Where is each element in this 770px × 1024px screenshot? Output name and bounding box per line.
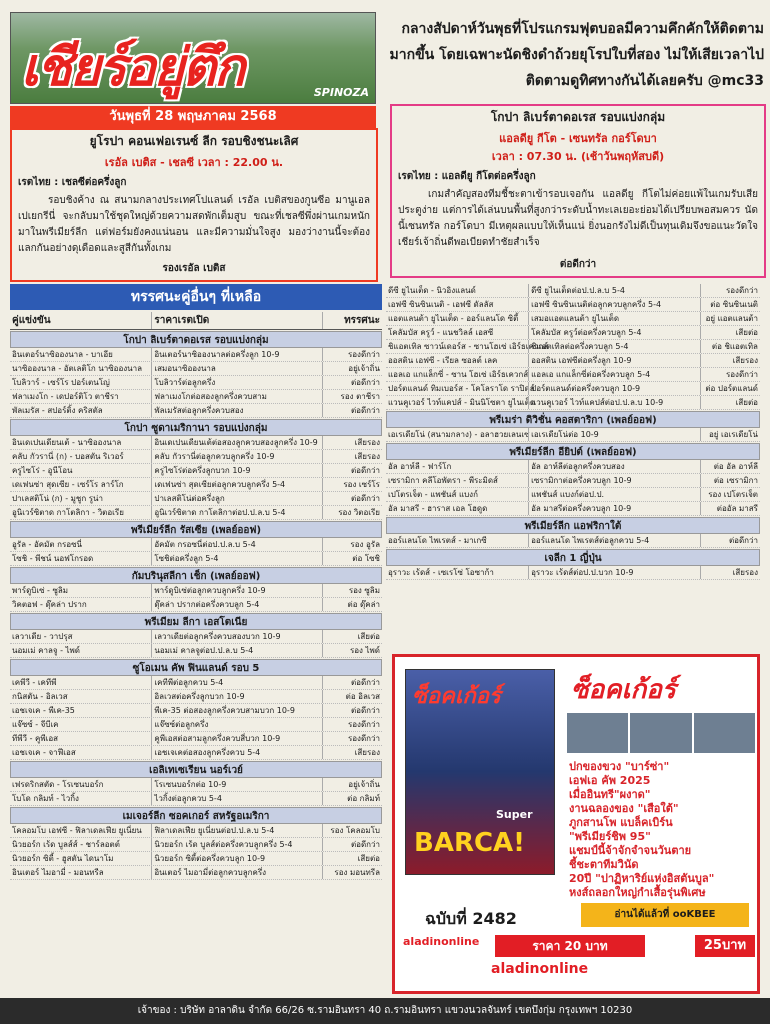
row-price: เลวาเดียต่อลูกครึ่งควบสองบวก 10-9 bbox=[151, 630, 322, 643]
side-match-body: เกมสำคัญสองทีมชี้ชะตาเข้ารอบเจอกัน แอลดียู กีโตไม่ค่อยแพ้ในเกมรับเสียประตูง่าย แต่การได้เล่นบนพื้นที่สูงกว่าระดับน้ำทะเลเยอะย่อมได้เปรียบพอสมควร นัดนี้เซนทรัล กอร์โดบา มีเหตุผลแบบให้เห็นแน่ ยิ่งนอกรังไม่ดีเป็นทุนเดิมจึงขอแนะวัดใจเชียร์เจ้าถิ่นดีพอเบียดทำชัยสำเร็จ bbox=[398, 189, 758, 248]
row-view: ต่ออัล มาสรี bbox=[700, 502, 760, 515]
row-price: เอชเจเคต่อสองลูกครึ่งควบ 5-4 bbox=[151, 746, 322, 759]
row-price: เดเฟนซ่า สุดเซียต่อลูกควบลูกครึ่ง 5-4 bbox=[151, 478, 322, 491]
row-match: อัล อาห์ลี - ฟาร์โก bbox=[388, 462, 452, 471]
footer-address: เจ้าของ : บริษัท อาลาดิน จำกัด 66/26 ซ.รามอินทรา 40 ถ.รามอินทรา แขวงนวลจันทร์ เขตบึงกุ่ม กรุงเทพฯ 10230 bbox=[0, 998, 770, 1024]
row-view: อยู่ แอตแลนต้า bbox=[700, 312, 760, 325]
row-view: รอง โคลอมโบ bbox=[322, 824, 382, 837]
odds-column-left bbox=[10, 284, 382, 880]
ad-photo-strip bbox=[567, 713, 755, 753]
row-view: อยู่เจ้าถิ่น bbox=[322, 362, 382, 375]
section-header: พรีเมียร์ลีก แอฟริกาใต้ bbox=[386, 517, 760, 534]
row-match: นิวยอร์ก ซิตี้ - ฮูสตัน ไดนาโม bbox=[12, 854, 114, 863]
row-view: อยู่ เอเรเดียโน่ bbox=[700, 428, 760, 441]
row-match: เอชเจเค - จาฟีเอส bbox=[12, 748, 76, 757]
row-match: ฟลาเมงโก - เดปอร์ติโว ตาชีรา bbox=[12, 392, 119, 401]
ad-photo bbox=[630, 713, 691, 753]
row-view: ต่อดีกว่า bbox=[322, 704, 382, 717]
ad-headline: ภูกสานโพ แบล็คเบิร์น bbox=[569, 816, 673, 829]
side-match-time: เวลา : 07.30 น. (เช้าวันพฤหัสบดี) bbox=[491, 150, 665, 163]
ad-brand: ซ็อคเก้อร์ bbox=[571, 675, 676, 705]
table-row bbox=[10, 538, 382, 552]
row-match: โซชิ - พีชน์ นอฟโกรอด bbox=[12, 554, 94, 563]
price-badge: ราคา 20 บาท bbox=[495, 935, 645, 957]
row-price: นิวยอร์ก ซิตี้ต่อครึ่งควบลูก 10-9 bbox=[151, 852, 322, 865]
row-match: พาร์ดูบิเซ่ - ซูลิม bbox=[12, 586, 69, 595]
table-row bbox=[386, 502, 760, 516]
row-view: เสียรอง bbox=[322, 450, 382, 463]
row-match: เฟรดริกสตัด - โรเซนบอร์ก bbox=[12, 780, 104, 789]
table-header: ทรรศนะคู่อื่นๆ ที่เหลือ bbox=[10, 284, 382, 310]
side-match-price: เรตไทย : แอลดียู กีโตต่อครึ่งลูก bbox=[398, 171, 536, 182]
row-view: ต่อ อัล อาห์ลี bbox=[700, 460, 760, 473]
table-row bbox=[386, 382, 760, 396]
promo-price-badge: 25บาท bbox=[695, 935, 755, 957]
row-price: โซชิต่อครึ่งลูก 5-4 bbox=[151, 552, 322, 565]
row-view: รอง มอนทรีล bbox=[322, 866, 382, 879]
row-view: ต่อดีกว่า bbox=[322, 838, 382, 851]
row-view: รอง ซูลิม bbox=[322, 584, 382, 597]
row-match: พัลเมรัส - สปอร์ติ้ง คริสตัล bbox=[12, 406, 103, 415]
row-view: รองดีกว่า bbox=[322, 718, 382, 731]
main-match-body: รอบชิงค้าง ณ สนามกลางประเทศโปแลนด์ เรอัล เบติสของกูนซีอ มานูเอล เปเยกรีนี่ จะกลับมาใช้ชุดใหญ่ด้วยความสดพักเต็มสูบ ขณะที่เชลซีพึ่งผ่านเกมหนักมาในพรีเมียร์ลีก แต่ฟอร์มยังคงแน่นอน และมีความมั่นใจสูง มองว่างานนี้จะต้องแลกกันอย่างดุเดือดและสูสีกันทั้งเกม bbox=[18, 195, 370, 254]
row-price: อัล มาสรีต่อครึ่งควบลูก 10-9 bbox=[528, 502, 700, 515]
section-header: พรีเมียร์ลีก รัสเซีย (เพลย์ออฟ) bbox=[10, 521, 382, 538]
col-price-header: ราคาเรตเปิด bbox=[151, 312, 322, 329]
row-match: ครูไซโร่ - อูนีโอน bbox=[12, 466, 73, 475]
table-column-headers bbox=[10, 312, 382, 330]
table-row bbox=[10, 852, 382, 866]
table-row bbox=[10, 584, 382, 598]
row-view: เสียรอง bbox=[700, 354, 760, 367]
table-row bbox=[386, 534, 760, 548]
magazine-ad bbox=[392, 654, 760, 994]
row-view: รอง วิตอเรีย bbox=[322, 506, 382, 519]
row-view: ต่อดีกว่า bbox=[700, 534, 760, 547]
row-view: รอง อูรัล bbox=[322, 538, 382, 551]
ad-headline: "พรีเมียร์ชิพ 95" bbox=[569, 830, 651, 843]
row-price: ฟิลาเดลเฟีย ยูเนี่ยนต่อป.ป.ล.บ 5-4 bbox=[151, 824, 322, 837]
row-price: โคลัมบัส ครูว์ต่อครึ่งควบลูก 5-4 bbox=[528, 326, 700, 339]
row-price: ออสติน เอฟซีต่อครึ่งลูก 10-9 bbox=[528, 354, 700, 367]
row-match: ปาเลสติโน่ (ก) - มูชูก รูน่า bbox=[12, 494, 103, 503]
ad-headline: ปกของขวง "บาร์ซ่า" bbox=[569, 760, 670, 773]
row-price: เคทีพีต่อลูกควบ 5-4 bbox=[151, 676, 322, 689]
logo-title: เชียร์อยู่ตึก bbox=[21, 38, 244, 98]
row-price: ออร์แลนโด ไพเรตส์ต่อลูกควบ 5-4 bbox=[528, 534, 700, 547]
table-row bbox=[386, 326, 760, 340]
row-match: เคพีวี - เคทีพี bbox=[12, 678, 57, 687]
row-price: เอฟซี ซินซินเนติต่อลูกควบลูกครึ่ง 5-4 bbox=[528, 298, 700, 311]
row-match: เอชเจเค - พีเค-35 bbox=[12, 706, 75, 715]
col-match-header: คู่แข่งขัน bbox=[12, 315, 51, 326]
table-row bbox=[10, 376, 382, 390]
table-row bbox=[10, 704, 382, 718]
table-row bbox=[10, 552, 382, 566]
row-view: รอง ตาชีรา bbox=[322, 390, 382, 403]
table-row bbox=[10, 778, 382, 792]
row-match: อูนิเวร์ซิตาด กาโตลิกา - วิตอเรีย bbox=[12, 508, 124, 517]
main-match-title: ยูโรปา คอนเฟอเรนซ์ ลีก รอบชิงชนะเลิศ bbox=[89, 134, 299, 148]
main-match-pick: รองเรอัล เบติส bbox=[162, 263, 226, 274]
table-row bbox=[386, 396, 760, 410]
row-price: ไวกิ้งต่อลูกควบ 5-4 bbox=[151, 792, 322, 805]
row-view: ต่อ ชิแอตเทิล bbox=[700, 340, 760, 353]
row-price: นอมเม่ คาลจูต่อป.ป.ล.บ 5-4 bbox=[151, 644, 322, 657]
table-row bbox=[10, 732, 382, 746]
row-view: รอง เซร์โร bbox=[322, 478, 382, 491]
side-match-pick: ต่อดีกว่า bbox=[559, 259, 597, 270]
row-match: เปโตรเจ็ต - แพชันส์ แบงก์ bbox=[388, 490, 478, 499]
section-header: โกปา ซูดาเมริกานา รอบแบ่งกลุ่ม bbox=[10, 419, 382, 436]
table-row bbox=[10, 866, 382, 880]
table-row bbox=[386, 298, 760, 312]
logo-banner bbox=[10, 12, 376, 104]
table-row bbox=[10, 390, 382, 404]
ad-headline: เมื่ออินทรี"ผงาด" bbox=[569, 788, 651, 801]
row-match: ทีพีวี - คูพีเอส bbox=[12, 734, 59, 743]
row-price: พาร์ดูบิเซ่ต่อลูกควบลูกครึ่ง 10-9 bbox=[151, 584, 322, 597]
table-row bbox=[386, 474, 760, 488]
table-row bbox=[10, 630, 382, 644]
row-match: นิวยอร์ก เร้ด บูลส์ส์ - ชาร์ลอตต์ bbox=[12, 840, 120, 849]
row-view: ต่อ โซชิ bbox=[322, 552, 382, 565]
row-match: แอลเอ แกแล็กซี่ - ซาน โฮเซ่ เอิร์ธเควกส์ bbox=[388, 370, 529, 379]
row-price: นิวยอร์ก เร้ด บูลส์ต่อครึ่งควบลูกครึ่ง 5-4 bbox=[151, 838, 322, 851]
row-match: นอมเม่ คาลจู - ไพด์ bbox=[12, 646, 80, 655]
table-row bbox=[386, 460, 760, 474]
table-row bbox=[10, 690, 382, 704]
row-price: แวนคูเวอร์ ไวท์แคปส์ต่อป.ป.ล.บ 10-9 bbox=[528, 396, 700, 409]
row-match: อัล มาสรี - ฮาราส เอล โฮดูด bbox=[388, 504, 488, 513]
odds-right-body bbox=[386, 284, 760, 580]
row-match: นาซิอองนาล - อัตเลติโก นาซิอองนาล bbox=[12, 364, 143, 373]
row-match: อินเตอร์นาซิอองนาล - บาเอีย bbox=[12, 350, 113, 359]
row-price: อูนิเวร์ซิตาด กาโตลิกาต่อป.ป.ล.บ 5-4 bbox=[151, 506, 322, 519]
table-row bbox=[10, 824, 382, 838]
row-view: ต่อ ดุ๊คล่า bbox=[322, 598, 382, 611]
row-price: เซรามิกาต่อครึ่งควบลูก 10-9 bbox=[528, 474, 700, 487]
row-price: ปาเลสติโน่ต่อครึ่งลูก bbox=[151, 492, 322, 505]
row-price: คลับ กัวรานี่ต่อลูกควบลูกครึ่ง 10-9 bbox=[151, 450, 322, 463]
table-row bbox=[386, 354, 760, 368]
row-price: เสมอนาซิอองนาล bbox=[151, 362, 322, 375]
row-view: ต่อดีกว่า bbox=[322, 404, 382, 417]
row-price: อัล อาห์ลีต่อลูกครึ่งควบสอง bbox=[528, 460, 700, 473]
row-view: รอง เปโตรเจ็ต bbox=[700, 488, 760, 501]
row-price: ฟลาเมงโกต่อสองลูกครึ่งควบสาม bbox=[151, 390, 322, 403]
section-header: กัมบรินุสลีกา เช็ก (เพลย์ออฟ) bbox=[10, 567, 382, 584]
row-view: รองดีกว่า bbox=[322, 732, 382, 745]
cover-title: ซ็อคเก้อร์ bbox=[412, 684, 501, 709]
side-match-title: โกปา ลิเบร์ตาดอเรส รอบแบ่งกลุ่ม bbox=[490, 110, 666, 124]
row-view: อยู่เจ้าถิ่น bbox=[322, 778, 382, 791]
row-match: โคลอมโบ เอฟซี - ฟิลาเดลเฟีย ยูเนี่ยน bbox=[12, 826, 142, 835]
row-price: อิลเวสต่อครึ่งลูกบวก 10-9 bbox=[151, 690, 322, 703]
row-match: อินเตอร์ ไมอามี่ - มอนทรีล bbox=[12, 868, 104, 877]
row-price: แจ๊ซซ์ต่อลูกครึ่ง bbox=[151, 718, 322, 731]
table-row bbox=[386, 284, 760, 298]
row-view: เสียรอง bbox=[322, 746, 382, 759]
table-row bbox=[10, 404, 382, 418]
side-match-box bbox=[390, 104, 766, 278]
table-row bbox=[10, 450, 382, 464]
table-row bbox=[10, 838, 382, 852]
row-view: ต่อ ซินซินเนติ bbox=[700, 298, 760, 311]
section-header: เมเจอร์ลีก ซอคเกอร์ สหรัฐอเมริกา bbox=[10, 807, 382, 824]
main-match-box bbox=[10, 128, 378, 282]
intro-text: กลางสัปดาห์วันพุธที่โปรแกรมฟุตบอลมีความคึกคักให้ติดตามมากขึ้น โดยเฉพาะนัดชิงดำถ้วยยุโรปใบที่สอง ไม่ให้เสียเวลาไปติดตามดูทิศทางกันได้เลยครับ @mc33 bbox=[389, 21, 764, 89]
row-match: แวนคูเวอร์ ไวท์แคปส์ - มินนิโซตา ยูไนเต็ด bbox=[388, 398, 536, 407]
row-price: ครูไซโร่ต่อครึ่งลูกบวก 10-9 bbox=[151, 464, 322, 477]
ad-photo bbox=[567, 713, 628, 753]
row-view: เสียต่อ bbox=[700, 326, 760, 339]
row-view: ต่อ กลิมท์ bbox=[322, 792, 382, 805]
ad-headline: งานฉลองของ "เสือใต้" bbox=[569, 802, 679, 815]
row-match: แอตแลนต้า ยูไนเต็ด - ออร์แลนโด ซิตี้ bbox=[388, 314, 519, 323]
table-row bbox=[10, 718, 382, 732]
ad-headline: เอฟเอ คัพ 2025 bbox=[569, 774, 651, 787]
cover-super: Super bbox=[496, 808, 533, 821]
row-match: คลับ กัวรานี่ (ก) - บอสตัน ริเวอร์ bbox=[12, 452, 124, 461]
section-header: ซูโอเมน คัพ ฟินแลนด์ รอบ 5 bbox=[10, 659, 382, 676]
table-row bbox=[10, 492, 382, 506]
row-price: อินเตอร์นาซิอองนาลต่อครึ่งลูก 10-9 bbox=[151, 348, 322, 361]
row-view: เสียรอง bbox=[322, 436, 382, 449]
table-row bbox=[386, 566, 760, 580]
row-view: ต่อดีกว่า bbox=[322, 676, 382, 689]
row-match: อูรัล - อัคมัต กรอซนี่ bbox=[12, 540, 82, 549]
table-row bbox=[386, 368, 760, 382]
row-price: ชิแอตเทิลต่อครึ่งควบลูก 5-4 bbox=[528, 340, 700, 353]
issue-number: ฉบับที่ 2482 bbox=[425, 909, 517, 928]
odds-column-right bbox=[386, 284, 760, 580]
table-row bbox=[10, 506, 382, 520]
row-view: เสียต่อ bbox=[322, 852, 382, 865]
table-row bbox=[10, 464, 382, 478]
ad-headline: 20ปี "ปาฏิหาริย์แห่งอิสตันบูล" bbox=[569, 872, 715, 885]
row-price: ปอร์ตแลนด์ต่อครึ่งควบลูก 10-9 bbox=[528, 382, 700, 395]
table-row bbox=[10, 362, 382, 376]
row-match: อุราวะ เร้ดส์ - เซเรโซ่ โอซาก้า bbox=[388, 568, 494, 577]
row-price: อัคมัต กรอซนี่ต่อป.ป.ล.บ 5-4 bbox=[151, 538, 322, 551]
section-header: เจลีก 1 ญี่ปุ่น bbox=[386, 549, 760, 566]
side-match-teams: แอลดียู กีโต - เซนทรัล กอร์โดบา bbox=[499, 132, 657, 145]
table-row bbox=[10, 478, 382, 492]
row-match: เดเฟนซ่า สุดเซีย - เซร์โร ลาร์โก bbox=[12, 480, 124, 489]
row-view: ต่อดีกว่า bbox=[322, 464, 382, 477]
row-match: เอฟซี ซินซินเนติ - เอฟซี ดัลลัส bbox=[388, 300, 494, 309]
table-row bbox=[10, 746, 382, 760]
row-view: ต่อ ปอร์ตแลนด์ bbox=[700, 382, 760, 395]
table-row bbox=[386, 312, 760, 326]
row-match: ปอร์ตแลนด์ ทิมเบอร์ส - โคโลราโด ราปิดส์ bbox=[388, 384, 535, 393]
row-view: ต่อดีกว่า bbox=[322, 376, 382, 389]
section-header: พรีเมร่า ดิวิชั่น คอสตาริกา (เพลย์ออฟ) bbox=[386, 411, 760, 428]
row-view: ต่อ อิลเวส bbox=[322, 690, 382, 703]
odds-left-body bbox=[10, 331, 382, 880]
ad-headline: หงส์ถลอกใหญ่กำเสื้อรุ่นพิเศษ bbox=[569, 886, 706, 899]
aladin-website: aladinonline bbox=[491, 961, 589, 977]
row-price: พีเค-35 ต่อสองลูกครึ่งควบสามบวก 10-9 bbox=[151, 704, 322, 717]
row-match: ดีซี ยูไนเต็ด - นิวอิงแลนด์ bbox=[388, 286, 476, 295]
main-match-price: เรตไทย : เชลซีต่อครึ่งลูก bbox=[18, 177, 127, 188]
table-row bbox=[10, 644, 382, 658]
row-price: ดุ๊คล่า ปรากต่อครึ่งควบลูก 5-4 bbox=[151, 598, 322, 611]
section-header: โกปา ลิเบร์ตาดอเรส รอบแบ่งกลุ่ม bbox=[10, 331, 382, 348]
row-price: อุราวะ เร้ดส์ต่อป.ป.บวก 10-9 bbox=[528, 566, 700, 579]
table-row bbox=[386, 488, 760, 502]
row-price: คูพีเอสต่อสามลูกครึ่งควบสี่บวก 10-9 bbox=[151, 732, 322, 745]
row-price: อินเดเปนเดียนเต้ต่อสองลูกควบสองลูกครึ่ง 10-9 bbox=[151, 436, 322, 449]
table-row bbox=[10, 436, 382, 450]
col-view-header: ทรรศนะ bbox=[322, 312, 382, 329]
row-match: เอเรเดียโน่ (สนามกลาง) - อลาฮวยเลนเซ่ bbox=[388, 430, 530, 439]
section-header: พรีเมียร์ลีก อียิปต์ (เพลย์ออฟ) bbox=[386, 443, 760, 460]
aladin-logo: aladinonline bbox=[403, 935, 480, 948]
logo-signature: SPINOZA bbox=[313, 86, 369, 99]
date-bar: วันพุธที่ 28 พฤษภาคม 2568 bbox=[10, 106, 376, 128]
row-price: อินเตอร์ ไมอามี่ต่อลูกควบลูกครึ่ง bbox=[151, 866, 322, 879]
ebook-banner: อ่านได้แล้วที่ ooKBEE bbox=[581, 903, 749, 927]
row-price: ดีซี ยูไนเต็ดต่อป.ป.ล.บ 5-4 bbox=[528, 284, 700, 297]
row-match: ออสติน เอฟซี - เรียล ซอลต์ เลค bbox=[388, 356, 498, 365]
section-header: พรีเมียม ลีกา เอสโตเนีย bbox=[10, 613, 382, 630]
row-view: ต่อ เซรามิกา bbox=[700, 474, 760, 487]
row-view: รองดีกว่า bbox=[700, 284, 760, 297]
ad-photo bbox=[694, 713, 755, 753]
magazine-cover bbox=[405, 669, 555, 875]
table-row bbox=[10, 792, 382, 806]
row-match: โคลัมบัส ครูว์ - แนชวิลล์ เอสซี bbox=[388, 328, 494, 337]
row-view: รองดีกว่า bbox=[322, 348, 382, 361]
row-view: เสียรอง bbox=[700, 566, 760, 579]
table-row bbox=[10, 598, 382, 612]
ad-headline: แชมป์นี้จ้าจักจำจนวันตาย bbox=[569, 844, 692, 857]
table-row bbox=[10, 676, 382, 690]
row-match: โบลิวาร์ - เซร์โร ปอร์เตนโญ่ bbox=[12, 378, 110, 387]
row-view: เสียต่อ bbox=[322, 630, 382, 643]
row-view: รองดีกว่า bbox=[700, 368, 760, 381]
row-view: ต่อดีกว่า bbox=[322, 492, 382, 505]
row-view: รอง ไพด์ bbox=[322, 644, 382, 657]
main-match-teams: เรอัล เบติส - เชลซี เวลา : 22.00 น. bbox=[104, 156, 284, 169]
row-price: โบลิวาร์ต่อลูกครึ่ง bbox=[151, 376, 322, 389]
row-price: โรเซนบอร์กต่อ 10-9 bbox=[151, 778, 322, 791]
row-view: เสียต่อ bbox=[700, 396, 760, 409]
row-match: อินเดเปนเดียนเต้ - นาซิอองนาล bbox=[12, 438, 122, 447]
section-header: เอลิเทเซเรียน นอร์เวย์ bbox=[10, 761, 382, 778]
row-match: ออร์แลนโด ไพเรตส์ - มาเกซี bbox=[388, 536, 487, 545]
row-match: กนิสตัน - อิลเวส bbox=[12, 692, 68, 701]
table-row bbox=[10, 348, 382, 362]
row-price: พัลเมรัสต่อลูกครึ่งควบสอง bbox=[151, 404, 322, 417]
row-match: แจ๊ซซ์ - จีบีเค bbox=[12, 720, 59, 729]
row-match: เลวาเดีย - วาปรุส bbox=[12, 632, 73, 641]
table-row bbox=[386, 428, 760, 442]
row-price: แอลเอ แกแล็กซี่ต่อครึ่งควบลูก 5-4 bbox=[528, 368, 700, 381]
row-match: วิคตอฟ - ดุ๊คล่า ปราก bbox=[12, 600, 87, 609]
row-price: เสมอแอตแลนต้า ยูไนเต็ด bbox=[528, 312, 700, 325]
row-match: โบโด กลิมท์ - ไวกิ้ง bbox=[12, 794, 79, 803]
row-price: แพชันส์ แบงก์ต่อป.ป. bbox=[528, 488, 700, 501]
cover-barca: BARCA! bbox=[414, 828, 526, 858]
table-row bbox=[386, 340, 760, 354]
row-match: เซรามิกา คลีโอพัตรา - พีระมิดส์ bbox=[388, 476, 498, 485]
row-price: เอเรเดียโน่ต่อ 10-9 bbox=[528, 428, 700, 441]
ad-headline: ชี้ชะตาทีมวินัด bbox=[569, 858, 639, 871]
row-match: ชิแอตเทิล ซาวน์เดอร์ส - ซานโฮเซ่ เอิร์ธเควกส์ bbox=[388, 342, 549, 351]
